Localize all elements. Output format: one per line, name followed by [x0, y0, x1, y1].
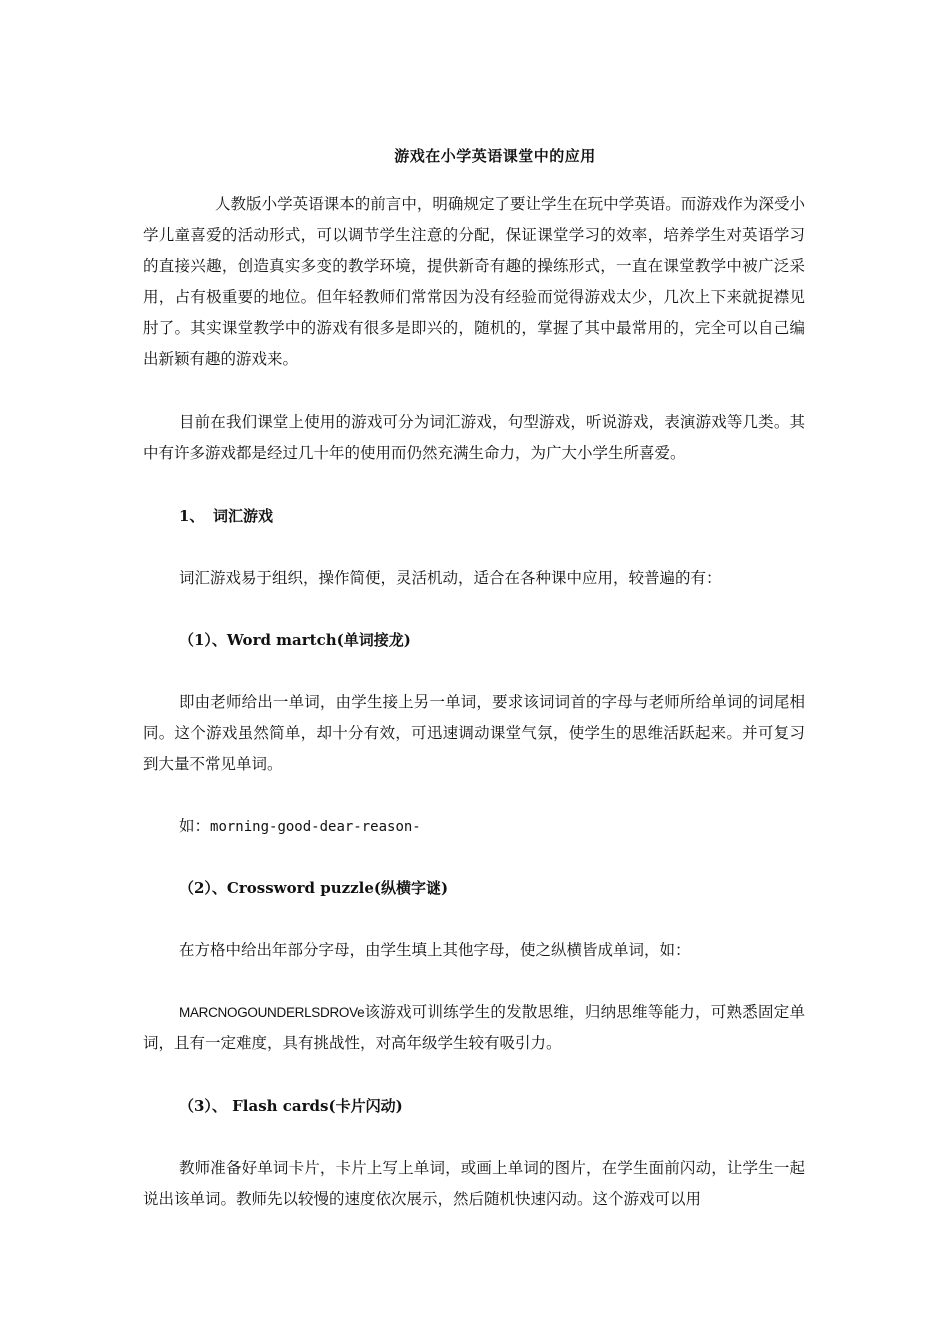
example-prefix: 如：	[179, 817, 211, 835]
section-number: 1、	[179, 507, 205, 525]
word-match-example	[179, 811, 421, 843]
vocabulary-games-intro: 词汇游戏易于组织，操作简便，灵活机动，适合在各种课中应用，较普遍的有：	[179, 569, 722, 587]
game-heading-crossword: （2）、Crossword puzzle(纵横字谜)	[179, 879, 449, 897]
flash-cards-description: 教师准备好单词卡片，卡片上写上单词，或画上单词的图片，在学生面前闪动，让学生一起说出该单词。教师先以较慢的速度依次展示，然后随机快速闪动。这个游戏可以用	[143, 1159, 805, 1208]
section-title: 词汇游戏	[213, 507, 274, 525]
game-heading-flash-cards: （3）、 Flash cards(卡片闪动)	[179, 1097, 403, 1115]
categories-paragraph: 目前在我们课堂上使用的游戏可分为词汇游戏，句型游戏，听说游戏，表演游戏等几类。其中有许多游戏都是经过几十年的使用而仍然充满生命力，为广大小学生所喜爱。	[143, 413, 805, 462]
section-heading-vocabulary	[179, 501, 273, 532]
intro-paragraph: 人教版小学英语课本的前言中，明确规定了要让学生在玩中学英语。而游戏作为深受小学儿童喜爱的活动形式，可以调节学生注意的分配，保证课堂学习的效率，培养学生对英语学习的直接兴趣，创造真实多变的教学环境，提供新奇有趣的操练形式，一直在课堂教学中被广泛采用，占有极重要的地位。但年轻教师们常常因为没有经验而觉得游戏太少，几次上下来就捉襟见肘了。其实课堂教学中的游戏有很多是即兴的，随机的，掌握了其中最常用的，完全可以自己编出新颖有趣的游戏来。	[143, 195, 805, 368]
crossword-example-paragraph	[143, 997, 805, 1059]
word-match-description: 即由老师给出一单词，由学生接上另一单词，要求该词词首的字母与老师所给单词的词尾相同。这个游戏虽然简单，却十分有效，可迅速调动课堂气氛，使学生的思维活跃起来。并可复习到大量不常见单词。	[143, 693, 805, 773]
document-title: 游戏在小学英语课堂中的应用	[394, 147, 596, 165]
example-words: morning-good-dear-reason-	[210, 819, 421, 835]
crossword-benefits: 该游戏可训练学生的发散思维，归纳思维等能力，可熟悉固定单词，且有一定难度，具有挑战性，对高年级学生较有吸引力。	[143, 1003, 805, 1052]
crossword-description: 在方格中给出年部分字母，由学生填上其他字母，使之纵横皆成单词，如：	[179, 941, 691, 959]
crossword-letters: MARCNOGOUNDERLSDROVe	[179, 1005, 365, 1020]
game-heading-word-match: （1）、Word martch(单词接龙)	[179, 631, 411, 649]
